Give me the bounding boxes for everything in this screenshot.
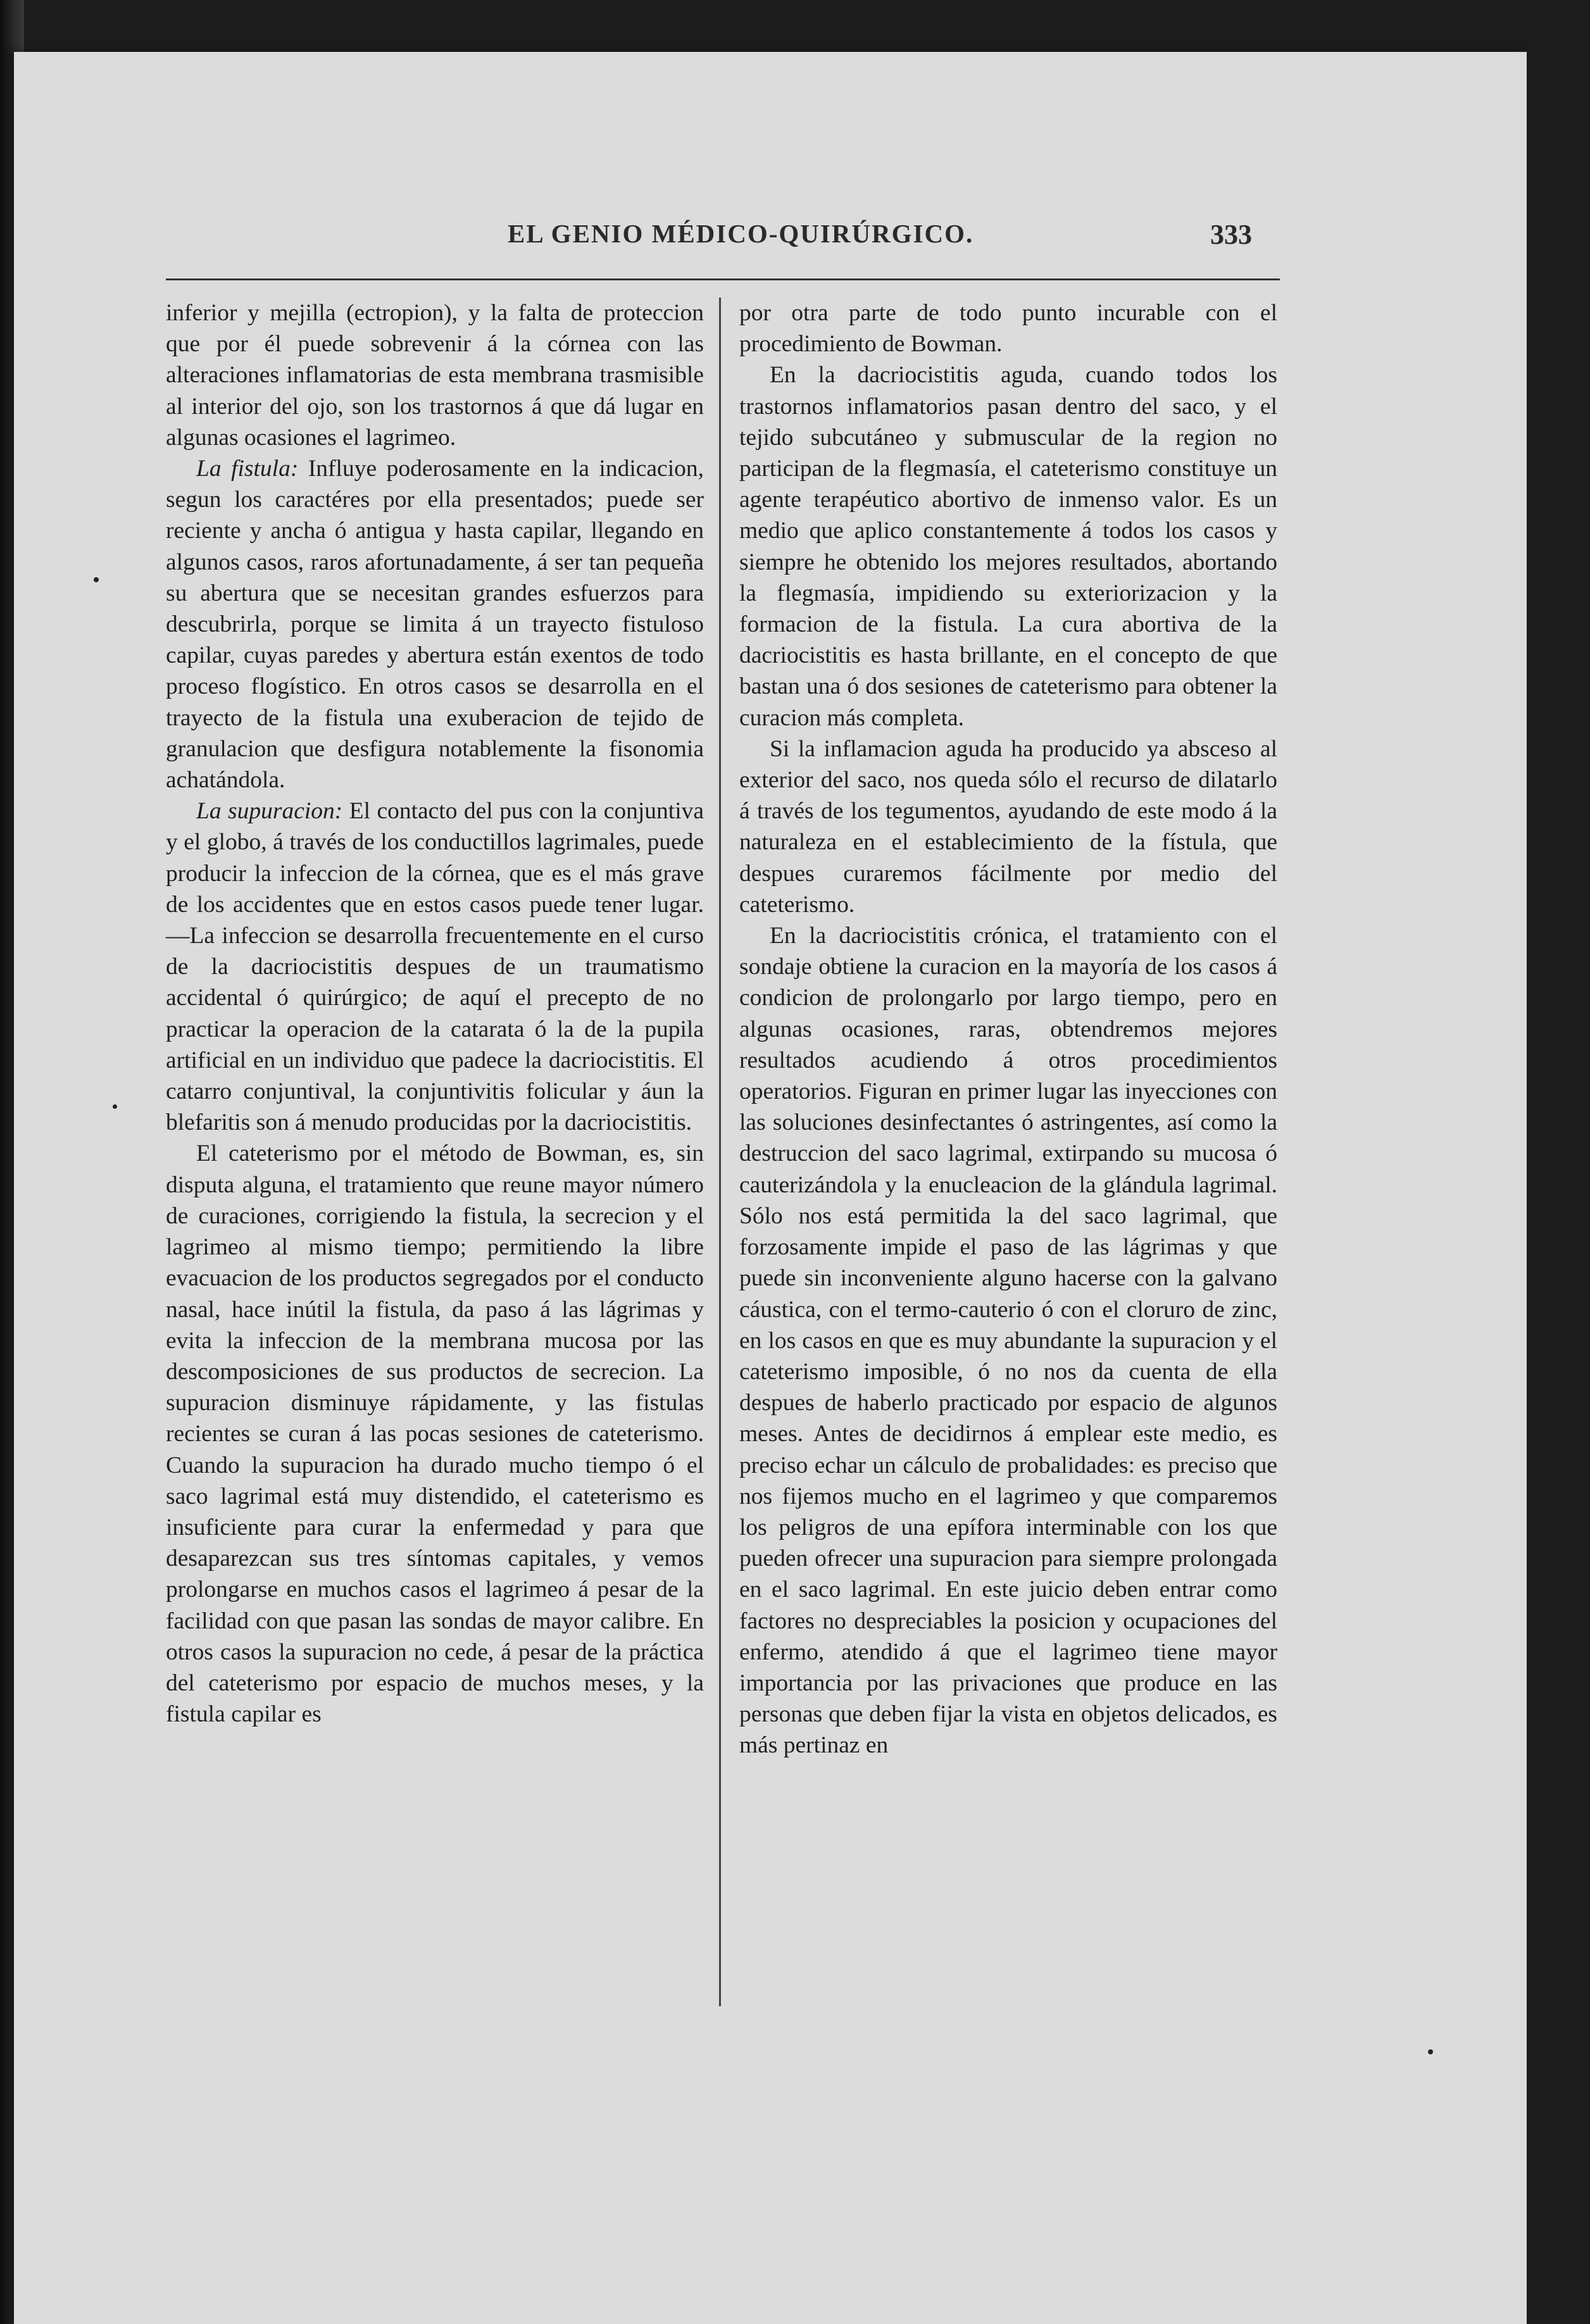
- paragraph: Si la inflamacion aguda ha producido ya absceso al exterior del saco, nos queda sólo el recurso de dilatarlo á través de los tegumentos, ayudando de este modo á la naturaleza en el establecimiento de la fístula, que despues curaremos fácilmente por medio del cateterismo.: [739, 735, 1277, 918]
- paragraph-lead: La supuracion:: [196, 798, 343, 825]
- paragraph: En la dacriocistitis aguda, cuando todos los trastornos inflamatorios pasan dentro del saco, y el tejido subcutáneo y submuscular de la region no participan de la flegmasía, el cateterismo constituye un agente terapéutico abortivo de inmenso valor. Es un medio que aplico constantemente á todos los casos y siempre he obtenido los mejores resultados, abortando la flegmasía, impidiendo su exteriorizacion y la formacion de la fistula. La cura abortiva de la dacriocistitis es hasta brillante, en el concepto de que bastan una ó dos sesiones de cateterismo para obtener la curacion más completa.: [739, 362, 1277, 731]
- paragraph: El cateterismo por el método de Bowman, es, sin disputa alguna, el tratamiento que reune mayor número de curaciones, corrigiendo la fistula, la secrecion y el lagrimeo al mismo tiempo; permitiendo la libre evacuacion de los productos segregados por el conducto nasal, hace inútil la fistula, da paso á las lágrimas y evita la infeccion de la membrana mucosa por las descomposiciones de sus productos de secrecion. La supuracion disminuye rápidamente, y las fistulas recientes se curan á las pocas sesiones de cateterismo. Cuando la supuracion ha durado mucho tiempo ó el saco lagrimal está muy distendido, el cateterismo es insuficiente para curar la enfermedad y para que desaparezcan sus tres síntomas capitales, y vemos prolongarse en muchos casos el lagrimeo á pesar de la facilidad con que pasan las sondas de mayor calibre. En otros casos la supuracion no cede, á pesar de la práctica del cateterismo por espacio de muchos meses, y la fistula capilar es: [166, 1140, 704, 1728]
- page-number: 333: [1210, 219, 1252, 250]
- paragraph-text: Influye poderosamente en la indicacion, segun los caractéres por ella presentados; puede ser reciente y ancha ó antigua y hasta capilar, llegando en algunos casos, raros afortunadamente, á ser tan pequeña su abertura que se necesitan grandes esfuerzos para descubrirla, porque se limita á un trayecto fistuloso capilar, cuyas paredes y abertura están exentos de todo proceso flogístico. En otros casos se desarrolla en el trayecto de la fistula una exuberacion de tejido de granulacion que desfigura notablemente la fisonomia achatándola.: [166, 456, 704, 794]
- running-title: EL GENIO MÉDICO-QUIRÚRGICO.: [508, 219, 974, 248]
- column-divider: [719, 297, 721, 2006]
- paragraph: [166, 796, 704, 1138]
- print-speck: [1428, 2049, 1433, 2054]
- page-header: [147, 180, 1286, 275]
- paragraph: inferior y mejilla (ectropion), y la falta de proteccion que por él puede sobrevenir á la córnea con las alteraciones inflamatorias de esta membrana trasmisible al interior del ojo, son los trastornos á que dá lugar en algunas ocasiones el lagrimeo.: [166, 300, 704, 451]
- paragraph: [166, 453, 704, 796]
- right-column: [739, 297, 1277, 1761]
- print-speck: [94, 577, 99, 582]
- left-column: [166, 297, 704, 1730]
- paragraph: por otra parte de todo punto incurable con el procedimiento de Bowman.: [739, 300, 1277, 358]
- header-rule: [166, 278, 1280, 280]
- paragraph-lead: La fistula:: [196, 456, 299, 482]
- paragraph-text: El contacto del pus con la conjuntiva y el globo, á través de los conductillos lagrimales, puede producir la infeccion de la córnea, que es el más grave de los accidentes que en estos casos puede tener lugar.—La infeccion se desarrolla frecuentemente en el curso de la dacriocistitis despues de un traumatismo accidental ó quirúrgico; de aquí el precepto de no practicar la operacion de la catarata ó la de la pupila artificial en un individuo que padece la dacriocistitis. El catarro conjuntival, la conjuntivitis folicular y áun la blefaritis son á menudo producidas por la dacriocistitis.: [166, 798, 704, 1136]
- paragraph: En la dacriocistitis crónica, el tratamiento con el sondaje obtiene la curacion en la mayoría de los casos á condicion de prolongarlo por largo tiempo, pero en algunas ocasiones, raras, obtendremos mejores resultados acudiendo á otros procedimientos operatorios. Figuran en primer lugar las inyecciones con las soluciones desinfectantes ó astringentes, así como la destruccion del saco lagrimal, extirpando su mucosa ó cauterizándola y la enucleacion de la glándula lagrimal. Sólo nos está permitida la del saco lagrimal, que forzosamente impide el paso de las lágrimas y que puede sin inconveniente alguno hacerse con la galvano cáustica, con el termo-cauterio ó con el cloruro de zinc, en los casos en que es muy abundante la supuracion y el cateterismo imposible, ó no nos da cuenta de ella despues de haberlo practicado por espacio de algunos meses. Antes de decidirnos á emplear este medio, es preciso echar un cálculo de probalidades: es preciso que nos fijemos mucho en el lagrimeo y que comparemos los peligros de una epífora interminable con los que pueden ofrecer una supuracion para siempre prolongada en el saco lagrimal. En este juicio deben entrar como factores no despreciables la posicion y ocupaciones del enfermo, atendido á que el lagrimeo tiene mayor importancia por las privaciones que produce en las personas que deben fijar la vista en objetos delicados, es más pertinaz en: [739, 923, 1277, 1759]
- print-speck: [113, 1104, 117, 1109]
